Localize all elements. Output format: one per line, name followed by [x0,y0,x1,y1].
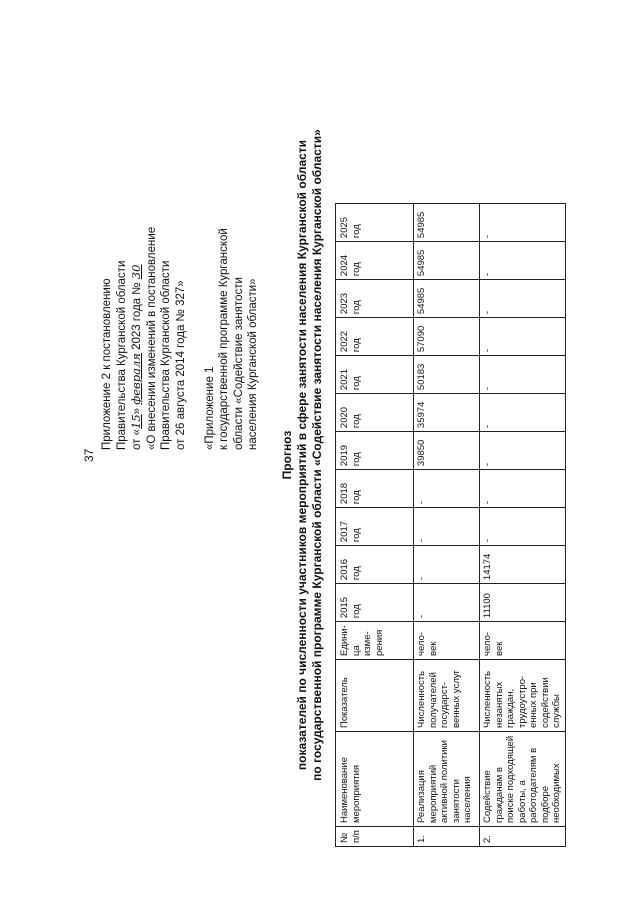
table-cell: 35974 [414,394,480,432]
appendix-text: от « [131,428,144,450]
table-cell: 54985 [414,280,480,318]
appendix-line: области «Содействие занятости [232,277,245,450]
header-cell: 2022 год [336,318,414,356]
header-cell: Наименование мероприятия [336,732,414,827]
header-cell: 2019 год [336,432,414,470]
title-line: по государственной программе Курганской области «Содействие занятости населения Курганской области» [310,129,324,781]
appendix-line: «Приложение 1 [203,366,216,450]
header-cell: № п/п [336,827,414,847]
table-cell: 54985 [414,242,480,280]
table-cell: 54985 [414,204,480,242]
table-cell: 2. [480,827,566,847]
table-cell: - [480,432,566,470]
table-cell: - [414,546,480,584]
title-line: показателей по численности участников мероприятий в сфере занятости населения Курганской области [295,139,309,771]
handwritten-number: 30 [129,264,144,280]
title-line: Прогноз [280,430,294,480]
appendix-block [100,10,261,450]
header-cell: 2018 год [336,470,414,508]
table-cell: 11100 [480,584,566,622]
table-cell: Численность получателей государст-венных услуг [414,660,480,732]
table-cell: 1. [414,827,480,847]
table-cell: 57090 [414,318,480,356]
table-cell: - [480,280,566,318]
table-cell: - [480,318,566,356]
table-header-row [336,204,414,847]
header-cell: 2023 год [336,280,414,318]
table-cell: - [414,508,480,546]
appendix-line: Правительства Курганской области [160,260,173,450]
header-cell: Показатель [336,660,414,732]
header-cell: 2016 год [336,546,414,584]
header-cell: 2021 год [336,356,414,394]
table-cell: - [480,508,566,546]
header-cell: 2015 год [336,584,414,622]
page-number: 37 [82,448,96,462]
appendix-text: 2023 года № [131,279,144,354]
header-cell: 2017 год [336,508,414,546]
table-cell: 39850 [414,432,480,470]
header-cell: 2024 год [336,242,414,280]
appendix-line: к государственной программе Курганской [218,228,231,450]
table-cell: - [480,394,566,432]
table-cell: чело-век [480,622,566,660]
handwritten-month: февраля [129,353,144,405]
table-cell: - [480,204,566,242]
table-row [480,204,566,847]
table-cell: 50183 [414,356,480,394]
table-cell: - [480,242,566,280]
table-cell: Численность незанятых граждан, трудоустро-енных при содействии службы [480,660,566,732]
document-title [280,25,325,885]
table-cell: чело-век [414,622,480,660]
table-cell: - [414,584,480,622]
appendix-line: населения Курганской области» [247,278,260,450]
forecast-table [335,203,566,847]
appendix-date-line [129,10,145,450]
header-cell: 2020 год [336,394,414,432]
appendix-line: Приложение 2 к постановлению [101,278,113,450]
table-row [414,204,480,847]
spacer [189,10,203,450]
appendix-text: » [131,404,144,415]
appendix-line: Правительства Курганской области [115,260,128,450]
table-cell: 14174 [480,546,566,584]
appendix-line: «О внесении изменений в постановление [145,226,158,450]
table-cell: Содействие гражданам в поиске подходящей работы, а работодателям в подборе необходимых [480,732,566,827]
table-cell: - [480,356,566,394]
header-cell: 2025 год [336,204,414,242]
table-cell: - [414,470,480,508]
table-cell: - [480,470,566,508]
appendix-line: от 26 августа 2014 года № 327» [174,280,187,450]
handwritten-day: 15 [129,414,144,429]
header-cell: Едини-ца изме-рения [336,622,414,660]
table-cell: Реализация мероприятий активной политики занятости населения [414,732,480,827]
